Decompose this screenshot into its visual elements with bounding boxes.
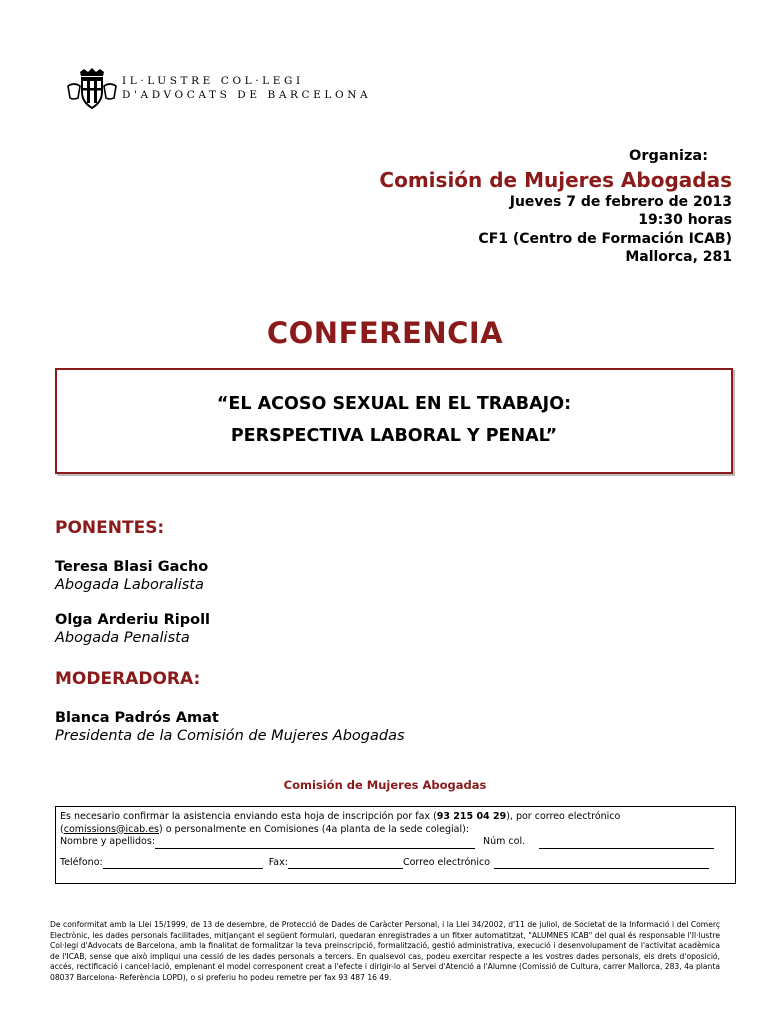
speaker-role: Abogada Laboralista bbox=[55, 577, 204, 593]
icab-coat-of-arms-icon bbox=[66, 68, 118, 112]
subtitle-line2: PERSPECTIVA LABORAL Y PENAL” bbox=[230, 426, 558, 446]
event-time: 19:30 horas bbox=[638, 212, 732, 229]
numcol-label: Núm col. bbox=[483, 836, 526, 847]
event-address: Mallorca, 281 bbox=[625, 248, 732, 265]
fax-label: Fax: bbox=[268, 856, 288, 868]
nombre-label: Nombre y apellidos: bbox=[60, 836, 156, 847]
email-link[interactable]: comissions@icab.es bbox=[63, 823, 159, 835]
ponentes-heading: PONENTES: bbox=[55, 518, 165, 538]
event-details bbox=[478, 193, 732, 266]
fax-number: 93 215 04 29 bbox=[436, 811, 507, 822]
instructions-text: Es necesario confirmar la asistencia enviando esta hoja de inscripción por fax ( bbox=[60, 811, 437, 822]
fax-field[interactable] bbox=[288, 859, 403, 869]
form-row-name bbox=[60, 836, 731, 849]
speaker-name: Teresa Blasi Gacho bbox=[55, 559, 209, 575]
nombre-field[interactable] bbox=[155, 839, 475, 849]
subtitle-line1: “EL ACOSO SEXUAL EN EL TRABAJO: bbox=[216, 394, 572, 414]
event-venue: CF1 (Centro de Formación ICAB) bbox=[478, 230, 732, 247]
moderadora-heading: MODERADORA: bbox=[55, 669, 201, 689]
telefono-label: Teléfono: bbox=[60, 856, 103, 868]
form-row-contact bbox=[60, 857, 731, 870]
event-date: Jueves 7 de febrero de 2013 bbox=[509, 194, 732, 210]
form-instructions-2: (comissions@icab.es) o personalmente en Comisiones (4a planta de la sede colegial): bbox=[60, 823, 470, 835]
speaker-role: Abogada Penalista bbox=[55, 630, 190, 646]
registration-form bbox=[55, 806, 736, 884]
instructions-text: ), por correo electrónico bbox=[506, 811, 621, 822]
correo-label: Correo electrónico bbox=[402, 856, 491, 868]
organizer-name: Comisión de Mujeres Abogadas bbox=[379, 168, 732, 192]
correo-field[interactable] bbox=[494, 859, 709, 869]
form-instructions bbox=[60, 811, 731, 824]
conference-subtitle-box bbox=[55, 368, 733, 474]
legal-notice: De conformitat amb la Llei 15/1999, de 13 de desembre, de Protecció de Dades de Caràcter Personal, i la Llei 34/2002, d'11 de juliol, de Societat de la Informació i del Comerç Electrònic, les dades personals facilitades, mitjançant el següent formulari, quedaran enregistrades a un fitxer automatitzat, "ALUMNES ICAB" del qual és responsable l'Il·lustre Col·legi d'Advocats de Barcelona, amb la finalitat de formalitzar la teva preinscripció, formalització, gestió administrativa, execució i desenvolupament de l'activitat acadèmica de l'ICAB, sense que això impliqui una cessió de les dades personals a tercers. En qualsevol cas, podeu exercitar respecte a les vostres dades personals, els drets d'oposició, accés, rectificació i cancel·lació, emplenant el model corresponent creat a l'efecte i dirigir-lo al Servei d'Atenció a l'Alumne (Comissió de Cultura, carrer Mallorca, 283, 4a planta 08037 Barcelona- Referència LOPD), o si preferiu ho podeu remetre per fax 93 487 16 49. bbox=[50, 920, 720, 982]
organiza-label: Organiza: bbox=[629, 148, 708, 164]
conference-title: CONFERENCIA bbox=[266, 316, 504, 350]
speaker-name: Olga Arderiu Ripoll bbox=[55, 612, 211, 628]
org-name bbox=[122, 74, 371, 102]
org-name-line2: D'ADVOCATS DE BARCELONA bbox=[122, 89, 372, 101]
moderator-role: Presidenta de la Comisión de Mujeres Abogadas bbox=[55, 728, 405, 744]
telefono-field[interactable] bbox=[103, 859, 263, 869]
form-title: Comisión de Mujeres Abogadas bbox=[283, 778, 487, 792]
moderator-name: Blanca Padrós Amat bbox=[55, 710, 219, 726]
instructions-text: ) o personalmente en Comisiones (4a planta de la sede colegial): bbox=[159, 823, 470, 835]
org-name-line1: IL·LUSTRE COL·LEGI bbox=[122, 75, 304, 87]
numcol-field[interactable] bbox=[539, 839, 714, 849]
